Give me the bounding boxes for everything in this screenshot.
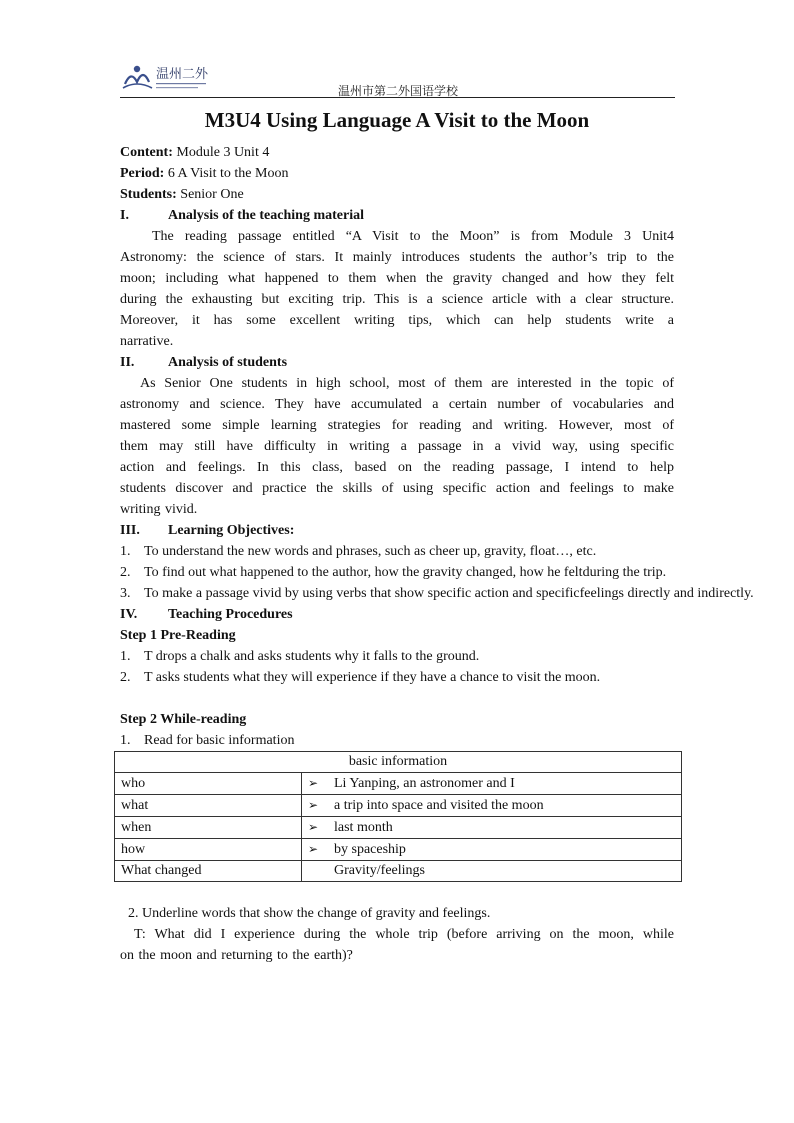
students-paragraph <box>120 373 674 520</box>
svg-text:温州二外: 温州二外 <box>156 67 209 82</box>
meta-value: 6 A Visit to the Moon <box>164 166 289 181</box>
arrow-bullet-icon: ➢ <box>308 842 319 856</box>
row-value: by spaceship <box>334 842 406 857</box>
row-label: what <box>115 795 302 817</box>
section-title: Analysis of the teaching material <box>168 208 364 223</box>
list-number: 1. <box>120 544 131 559</box>
section-heading <box>120 205 674 226</box>
list-text: To find out what happened to the author, how the gravity changed, how he felt <box>144 565 583 580</box>
row-value-cell <box>302 817 682 839</box>
step-heading: Step 2 While-reading <box>120 712 247 727</box>
list-text: To make a passage vivid by using verbs that show specific action and specific <box>144 586 580 601</box>
row-value: Gravity/feelings <box>334 863 425 878</box>
meta-content <box>120 142 674 163</box>
paragraph-line: Astronomy: the science of stars. It mainly introduces students the author’s trip to the <box>120 250 674 265</box>
section-heading <box>120 604 674 625</box>
teaching-material-paragraph <box>120 226 674 352</box>
section-number: I. <box>120 208 129 223</box>
meta-value: Module 3 Unit 4 <box>172 145 270 160</box>
school-name: 温州市第二外国语学校 <box>338 84 459 98</box>
list-text: To understand the new words and phrases, such as cheer up, gravity, float…, etc. <box>144 544 597 559</box>
paragraph-line: on the moon and returning to the earth)? <box>120 948 353 963</box>
paragraph-line: mastered some simple learning strategies for reading and writing. However, most of <box>120 418 674 433</box>
list-text: T drops a chalk and asks students why it falls to the ground. <box>144 649 480 664</box>
list-number: 1. <box>120 733 131 748</box>
underline-instruction: 2. Underline words that show the change of gravity and feelings. <box>128 906 491 921</box>
meta-value: Senior One <box>176 187 244 202</box>
row-label: when <box>115 817 302 839</box>
paragraph-line: narrative. <box>120 334 174 349</box>
list-text: during the trip. <box>582 565 667 580</box>
section-number: IV. <box>120 607 138 622</box>
paragraph-line: students discover and practice the skills of using specific action and feelings to make <box>120 481 674 496</box>
lesson-plan-body <box>120 142 754 966</box>
list-text: Read for basic information <box>144 733 295 748</box>
row-value-cell <box>302 861 682 882</box>
paragraph-line: them may still have difficulty in writing a passage in a vivid way, using specific <box>120 439 674 454</box>
table-row <box>115 839 682 861</box>
section-title: Learning Objectives: <box>168 523 295 538</box>
list-text: feelings directly and indirectly. <box>579 586 754 601</box>
list-number: 2. <box>120 565 131 580</box>
row-value-cell <box>302 795 682 817</box>
row-value-cell <box>302 773 682 795</box>
row-value: last month <box>334 820 393 835</box>
row-label: how <box>115 839 302 861</box>
list-item <box>120 646 674 667</box>
meta-label: Period: <box>120 166 165 181</box>
table-row <box>115 817 682 839</box>
list-item <box>120 541 674 562</box>
list-text: T asks students what they will experience if they have a chance to visit the moon. <box>144 670 601 685</box>
table-header: basic information <box>115 752 682 773</box>
paragraph-line: writing vivid. <box>120 502 198 517</box>
list-number: 1. <box>120 649 131 664</box>
arrow-bullet-icon: ➢ <box>308 798 319 812</box>
paragraph-line: As Senior One students in high school, most of them are interested in the topic of <box>140 376 674 391</box>
section-number: II. <box>120 355 135 370</box>
row-value: Li Yanping, an astronomer and I <box>334 776 515 791</box>
list-number: 2. <box>120 670 131 685</box>
arrow-bullet-icon: ➢ <box>308 776 319 790</box>
meta-label: Content: <box>120 145 173 160</box>
row-label: What changed <box>115 861 302 882</box>
teacher-question <box>120 924 674 966</box>
section-number: III. <box>120 523 140 538</box>
row-label: who <box>115 773 302 795</box>
row-value-cell <box>302 839 682 861</box>
paragraph-line: astronomy and science. They have accumulated a certain number of vocabularies and <box>120 397 674 412</box>
paragraph-line: action and feelings. In this class, based on the reading passage, I intend to help <box>120 460 674 475</box>
table-header-row <box>115 752 682 773</box>
arrow-bullet-icon: ➢ <box>308 820 319 834</box>
header-divider <box>120 97 675 98</box>
step-heading: Step 1 Pre-Reading <box>120 628 236 643</box>
meta-students <box>120 184 674 205</box>
section-title: Teaching Procedures <box>168 607 293 622</box>
section-heading <box>120 520 674 541</box>
section-heading <box>120 352 674 373</box>
basic-information-table <box>114 751 682 882</box>
lesson-title: M3U4 Using Language A Visit to the Moon <box>204 108 590 132</box>
list-item <box>120 730 674 751</box>
paragraph-line: The reading passage entitled “A Visit to the Moon” is from Module 3 Unit4 <box>152 229 674 244</box>
table-row <box>115 861 682 882</box>
table-row <box>115 795 682 817</box>
list-item <box>120 583 754 604</box>
paragraph-line: Moreover, it has some excellent writing tips, which can help students write a <box>120 313 674 328</box>
list-item <box>120 667 674 688</box>
meta-period <box>120 163 674 184</box>
paragraph-line: during the exhausting but exciting trip. This is a science article with a clear structure. <box>120 292 674 307</box>
paragraph-line: T: What did I experience during the whole trip (before arriving on the moon, while <box>134 927 674 942</box>
section-title: Analysis of students <box>168 355 288 370</box>
school-logo <box>122 60 214 94</box>
school-emblem-icon <box>122 60 214 94</box>
table-row <box>115 773 682 795</box>
row-value: a trip into space and visited the moon <box>334 798 544 813</box>
list-item <box>120 562 674 583</box>
list-number: 3. <box>120 586 131 601</box>
meta-label: Students: <box>120 187 177 202</box>
paragraph-line: moon; including what happened to them when the gravity changed and how they felt <box>120 271 674 286</box>
